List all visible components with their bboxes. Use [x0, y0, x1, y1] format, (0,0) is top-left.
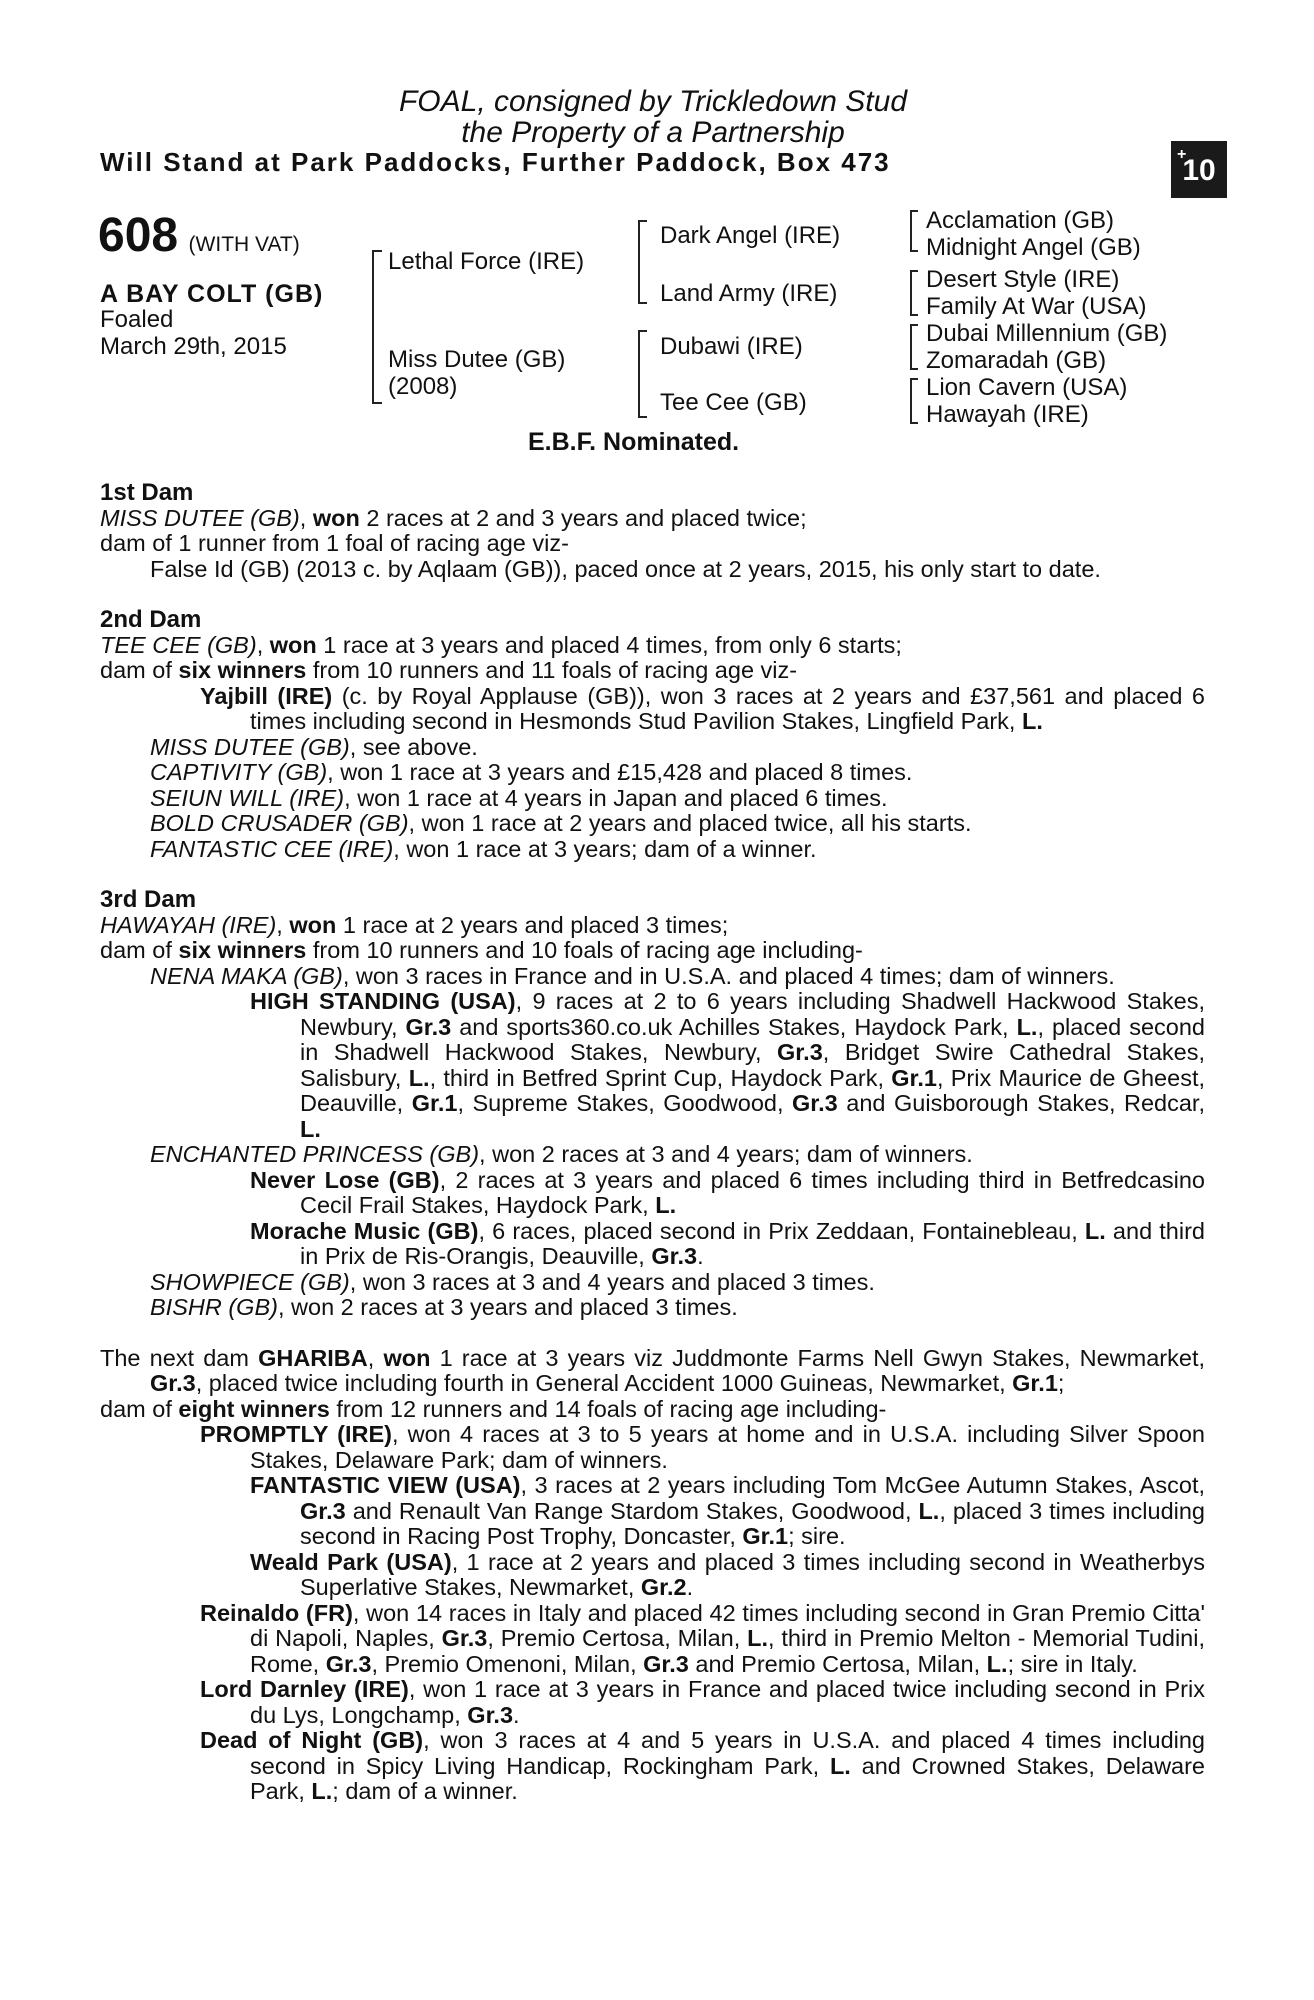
brace-g1	[910, 210, 918, 252]
horse-name: Morache Music (GB)	[250, 1217, 479, 1244]
second-dam-heading: 2nd Dam	[100, 606, 202, 633]
text: , placed twice including fourth in General Accident 1000 Guineas, Newmarket,	[195, 1370, 1013, 1396]
grade-mark: Gr.3	[792, 1090, 838, 1116]
grandsire-4: Lion Cavern (USA)	[926, 374, 1128, 401]
text: , won 3 races in France and in U.S.A. and placed 4 times; dam of winners.	[342, 962, 1115, 989]
won-label: won	[312, 504, 360, 531]
horse-name: PROMPTLY (IRE)	[200, 1421, 392, 1447]
property-line: the Property of a Partnership	[461, 116, 845, 149]
horse-name: MISS DUTEE (GB)	[150, 733, 350, 760]
text: and sports360.co.uk Achilles Stakes, Haydock Park,	[451, 1013, 1017, 1040]
listed-mark: L.	[300, 1115, 321, 1142]
won-label: won	[269, 631, 317, 658]
next-dam-of	[100, 1397, 1205, 1423]
text: , placed 3 times including second in Racing Post Trophy, Doncaster,	[300, 1497, 1206, 1549]
won-label: won	[289, 911, 337, 938]
horse-name: FANTASTIC VIEW (USA)	[250, 1472, 521, 1498]
listed-mark: L.	[918, 1497, 940, 1524]
grade-mark: Gr.3	[777, 1039, 823, 1065]
text: , won 1 race at 3 years and £15,428 and placed 8 times.	[327, 759, 913, 785]
horse-name: NENA MAKA (GB)	[150, 962, 343, 989]
progeny-bold-crusader	[100, 811, 1205, 837]
winners-count: eight winners	[178, 1395, 330, 1422]
record-text: 1 race at 3 years and placed 4 times, from only 6 starts;	[316, 631, 902, 658]
horse-name: Reinaldo (FR)	[200, 1599, 353, 1626]
brace-g4	[910, 378, 918, 424]
vat-note: (WITH VAT)	[188, 233, 300, 256]
progeny-seiun-will	[100, 786, 1205, 812]
lot-badge	[1171, 141, 1227, 198]
grade-mark: Gr.3	[325, 1650, 372, 1677]
dam-dam: Tee Cee (GB)	[660, 389, 807, 416]
progeny-never-lose	[100, 1168, 1205, 1219]
third-dam-record: HAWAYAH (IRE), won 1 race at 2 years and placed 3 times;	[100, 911, 729, 938]
spacer	[100, 862, 1205, 887]
foaled-date: March 29th, 2015	[100, 333, 287, 360]
spacer	[100, 1321, 1205, 1346]
lot-description: A BAY COLT (GB)	[100, 280, 324, 308]
badge-number: 10	[1182, 154, 1216, 187]
text: from 10 runners and 10 foals of racing age including-	[306, 937, 863, 963]
text: The next dam	[100, 1344, 259, 1371]
progeny-showpiece	[100, 1270, 1205, 1296]
first-dam-foal: False Id (GB) (2013 c. by Aqlaam (GB)), paced once at 2 years, 2015, his only start to date.	[150, 555, 1101, 582]
text: , Prix Maurice de Gheest, Deauville,	[300, 1064, 1206, 1116]
dam-year: (2008)	[388, 373, 458, 400]
text: and Guisborough Stakes, Redcar,	[837, 1090, 1205, 1116]
text: and third in Prix de Ris-Orangis, Deauville,	[300, 1217, 1205, 1269]
granddam-4: Hawayah (IRE)	[926, 401, 1089, 428]
grandsire-1: Acclamation (GB)	[926, 207, 1115, 234]
progeny-nena-maka	[100, 964, 1205, 990]
next-dam-name: GHARIBA	[258, 1344, 368, 1371]
horse-name: BOLD CRUSADER (GB)	[150, 810, 409, 836]
grade-mark: Gr.1	[891, 1064, 937, 1091]
horse-name: SHOWPIECE (GB)	[150, 1268, 350, 1295]
text: , won 1 race at 2 years and placed twice, all his starts.	[408, 810, 972, 836]
text: (c. by Royal Applause (GB)), won 3 races at 2 years and £37,561 and placed 6 times including second in Hesmonds Stud Pavilion Stakes, Lingfield Park,	[250, 682, 1205, 734]
horse-name: CAPTIVITY (GB)	[150, 759, 328, 785]
text: , won 2 races at 3 years and placed 3 times.	[277, 1294, 738, 1320]
grandsire-2: Desert Style (IRE)	[926, 266, 1120, 293]
grade-mark: Gr.3	[651, 1243, 698, 1269]
progeny-fantastic-view	[100, 1473, 1205, 1550]
grade-mark: Gr.3	[150, 1370, 196, 1396]
text: , 9 races at 2 to 6 years including Shadwell Hackwood Stakes, Newbury,	[300, 988, 1205, 1040]
grade-mark: Gr.1	[411, 1090, 458, 1116]
spacer	[100, 582, 1205, 607]
text: , placed second in Shadwell Hackwood Stakes, Newbury,	[300, 1013, 1205, 1065]
lot-number: 608	[98, 209, 179, 262]
listed-mark: L.	[747, 1625, 769, 1651]
listed-mark: L.	[408, 1064, 430, 1091]
progeny-reinaldo	[100, 1601, 1205, 1678]
text: dam of	[100, 1395, 179, 1422]
horse-name: Weald Park (USA)	[250, 1548, 452, 1575]
text: and Crowned Stakes, Delaware Park,	[250, 1752, 1206, 1804]
record-text: 2 races at 2 and 3 years and placed twice;	[359, 504, 807, 531]
horse-name: ENCHANTED PRINCESS (GB)	[150, 1141, 480, 1167]
grade-mark: Gr.1	[1012, 1370, 1058, 1396]
progeny-miss-dutee	[100, 735, 1205, 761]
text: , won 14 races in Italy and placed 42 times including second in Gran Premio Citta' di Napoli, Naples,	[250, 1599, 1205, 1651]
text: , see above.	[349, 733, 478, 760]
text: , won 1 race at 3 years in France and placed twice including second in Prix du Lys, Longchamp,	[250, 1676, 1205, 1728]
dam-sire: Dubawi (IRE)	[660, 333, 803, 360]
text: ; sire.	[788, 1523, 846, 1549]
text: dam of	[100, 937, 179, 963]
text: , won 1 race at 3 years; dam of a winner.	[393, 835, 817, 862]
progeny-fantastic-cee	[100, 837, 1205, 863]
progeny-high-standing	[100, 989, 1205, 1142]
grade-mark: Gr.1	[742, 1523, 789, 1549]
horse-name: FANTASTIC CEE (IRE)	[150, 835, 394, 862]
listed-mark: L.	[655, 1192, 677, 1218]
granddam-2: Family At War (USA)	[926, 293, 1147, 320]
text: ; sire in Italy.	[1007, 1650, 1138, 1677]
text: , Premio Certosa, Milan,	[487, 1625, 748, 1651]
grade-mark: Gr.3	[643, 1650, 689, 1677]
text: , won 1 race at 4 years in Japan and placed 6 times.	[344, 784, 888, 811]
progeny-promptly	[100, 1422, 1205, 1473]
text: , third in Betfred Sprint Cup, Haydock Park,	[429, 1064, 892, 1091]
brace-g2	[910, 270, 918, 316]
text: from 12 runners and 14 foals of racing age including-	[329, 1395, 887, 1422]
grade-mark: Gr.3	[467, 1701, 514, 1728]
first-dam-record: MISS DUTEE (GB), won 2 races at 2 and 3 years and placed twice;	[100, 504, 807, 531]
won-label: won	[383, 1344, 431, 1371]
progeny-yajbill	[100, 684, 1205, 735]
horse-name: Lord Darnley (IRE)	[200, 1676, 409, 1702]
text: and Premio Certosa, Milan,	[688, 1650, 987, 1677]
text: , Supreme Stakes, Goodwood,	[457, 1090, 793, 1116]
horse-name: BISHR (GB)	[150, 1294, 278, 1320]
winners-count: six winners	[178, 657, 307, 683]
horse-name: HIGH STANDING (USA)	[250, 988, 516, 1014]
text: , 3 races at 2 years including Tom McGee Autumn Stakes, Ascot,	[520, 1472, 1206, 1498]
granddam-3: Zomaradah (GB)	[926, 347, 1107, 374]
next-dam-record: The next dam GHARIBA, won 1 race at 3 years viz Juddmonte Farms Nell Gwyn Stakes, Newmarket, Gr.3, placed twice including fourth in General Accident 1000 Guineas, Newmarket, Gr.1;	[100, 1344, 1205, 1396]
second-dam-name: TEE CEE (GB)	[100, 631, 257, 658]
record-text: 1 race at 2 years and placed 3 times;	[336, 911, 729, 938]
text: , won 2 races at 3 and 4 years; dam of winners.	[479, 1141, 973, 1167]
progeny-morache-music: Morache Music (GB), 6 races, placed second in Prix Zeddaan, Fontainebleau, L. and third in Prix de Ris-Orangis, Deauville, Gr.3.	[250, 1217, 1205, 1269]
pedigree-body	[100, 480, 1205, 1805]
second-dam-of	[100, 658, 1205, 684]
text: ;	[1057, 1370, 1065, 1396]
second-dam-record: TEE CEE (GB), won 1 race at 3 years and placed 4 times, from only 6 starts;	[100, 631, 902, 658]
grade-mark: Gr.2	[640, 1574, 687, 1600]
ebf-nominated: E.B.F. Nominated.	[528, 428, 740, 456]
text: , won 3 races at 4 and 5 years in U.S.A. and placed 4 times including second in Spicy Living Handicap, Rockingham Park,	[250, 1727, 1206, 1779]
text: , third in Premio Melton - Memorial Tudini, Rome,	[250, 1625, 1205, 1677]
pedigree-brace-main	[372, 250, 382, 404]
text: , 6 races, placed second in Prix Zeddaan, Fontainebleau,	[478, 1217, 1085, 1244]
sire-sire: Dark Angel (IRE)	[660, 222, 841, 249]
badge-plus: +	[1177, 146, 1187, 163]
stand-line: Will Stand at Park Paddocks, Further Paddock, Box 473	[100, 147, 891, 177]
progeny-lord-darnley: Lord Darnley (IRE), won 1 race at 3 years in France and placed twice including second in Prix du Lys, Longchamp, Gr.3.	[200, 1676, 1205, 1728]
listed-mark: L.	[1016, 1013, 1038, 1040]
listed-mark: L.	[829, 1752, 851, 1779]
text: and Renault Van Range Stardom Stakes, Goodwood,	[345, 1497, 919, 1524]
grade-mark: Gr.3	[405, 1013, 452, 1040]
text: from 10 runners and 11 foals of racing age viz-	[306, 657, 798, 683]
progeny-dead-of-night	[100, 1728, 1205, 1805]
grade-mark: Gr.3	[441, 1625, 488, 1651]
first-dam-of: dam of 1 runner from 1 foal of racing age viz-	[100, 530, 569, 556]
granddam-1: Midnight Angel (GB)	[926, 234, 1141, 261]
winners-count: six winners	[178, 937, 307, 963]
progeny-captivity	[100, 760, 1205, 786]
listed-mark: L.	[1022, 708, 1043, 734]
text: , Premio Omenoni, Milan,	[371, 1650, 644, 1677]
third-dam-name: HAWAYAH (IRE)	[100, 911, 277, 938]
pedigree-brace-sire	[638, 220, 647, 304]
progeny-enchanted-princess	[100, 1142, 1205, 1168]
listed-mark: L.	[1084, 1217, 1106, 1244]
text: , Bridget Swire Cathedral Stakes, Salisbury,	[300, 1039, 1205, 1091]
progeny-bishr	[100, 1295, 1205, 1321]
sire-name: Lethal Force (IRE)	[388, 248, 585, 275]
listed-mark: L.	[986, 1650, 1008, 1677]
consignor-line: FOAL, consigned by Trickledown Stud	[398, 85, 908, 118]
text: , won 3 races at 3 and 4 years and placed 3 times.	[349, 1268, 875, 1295]
first-dam-heading: 1st Dam	[100, 479, 194, 506]
horse-name: Yajbill (IRE)	[200, 682, 333, 709]
text: ; dam of a winner.	[332, 1778, 518, 1804]
progeny-weald-park: Weald Park (USA), 1 race at 2 years and placed 3 times including second in Weatherbys Superlative Stakes, Newmarket, Gr.2.	[250, 1548, 1205, 1600]
first-dam-name: MISS DUTEE (GB)	[100, 504, 300, 531]
brace-g3	[910, 324, 918, 370]
text: 1 race at 3 years viz Juddmonte Farms Nell Gwyn Stakes, Newmarket,	[430, 1344, 1205, 1371]
listed-mark: L.	[311, 1778, 333, 1804]
horse-name: Never Lose (GB)	[250, 1166, 440, 1193]
sire-dam: Land Army (IRE)	[660, 280, 838, 307]
horse-name: Dead of Night (GB)	[200, 1727, 424, 1753]
text: dam of	[100, 657, 179, 683]
dam-name: Miss Dutee (GB)	[388, 346, 566, 373]
pedigree-brace-dam	[638, 330, 647, 418]
grandsire-3: Dubai Millennium (GB)	[926, 320, 1168, 347]
text: , 1 race at 2 years and placed 3 times including second in Weatherbys Superlative Stakes, Newmarket,	[300, 1548, 1205, 1600]
third-dam-heading: 3rd Dam	[100, 886, 197, 913]
third-dam-of	[100, 938, 1205, 964]
horse-name: SEIUN WILL (IRE)	[150, 784, 345, 811]
grade-mark: Gr.3	[300, 1497, 346, 1524]
lot-number-row	[98, 208, 300, 263]
text: , 2 races at 3 years and placed 6 times including third in Betfredcasino Cecil Frail Stakes, Haydock Park,	[300, 1166, 1205, 1218]
text: , won 4 races at 3 to 5 years at home and in U.S.A. including Silver Spoon Stakes, Delaware Park; dam of winners.	[250, 1421, 1205, 1473]
foaled-label: Foaled	[100, 306, 174, 333]
